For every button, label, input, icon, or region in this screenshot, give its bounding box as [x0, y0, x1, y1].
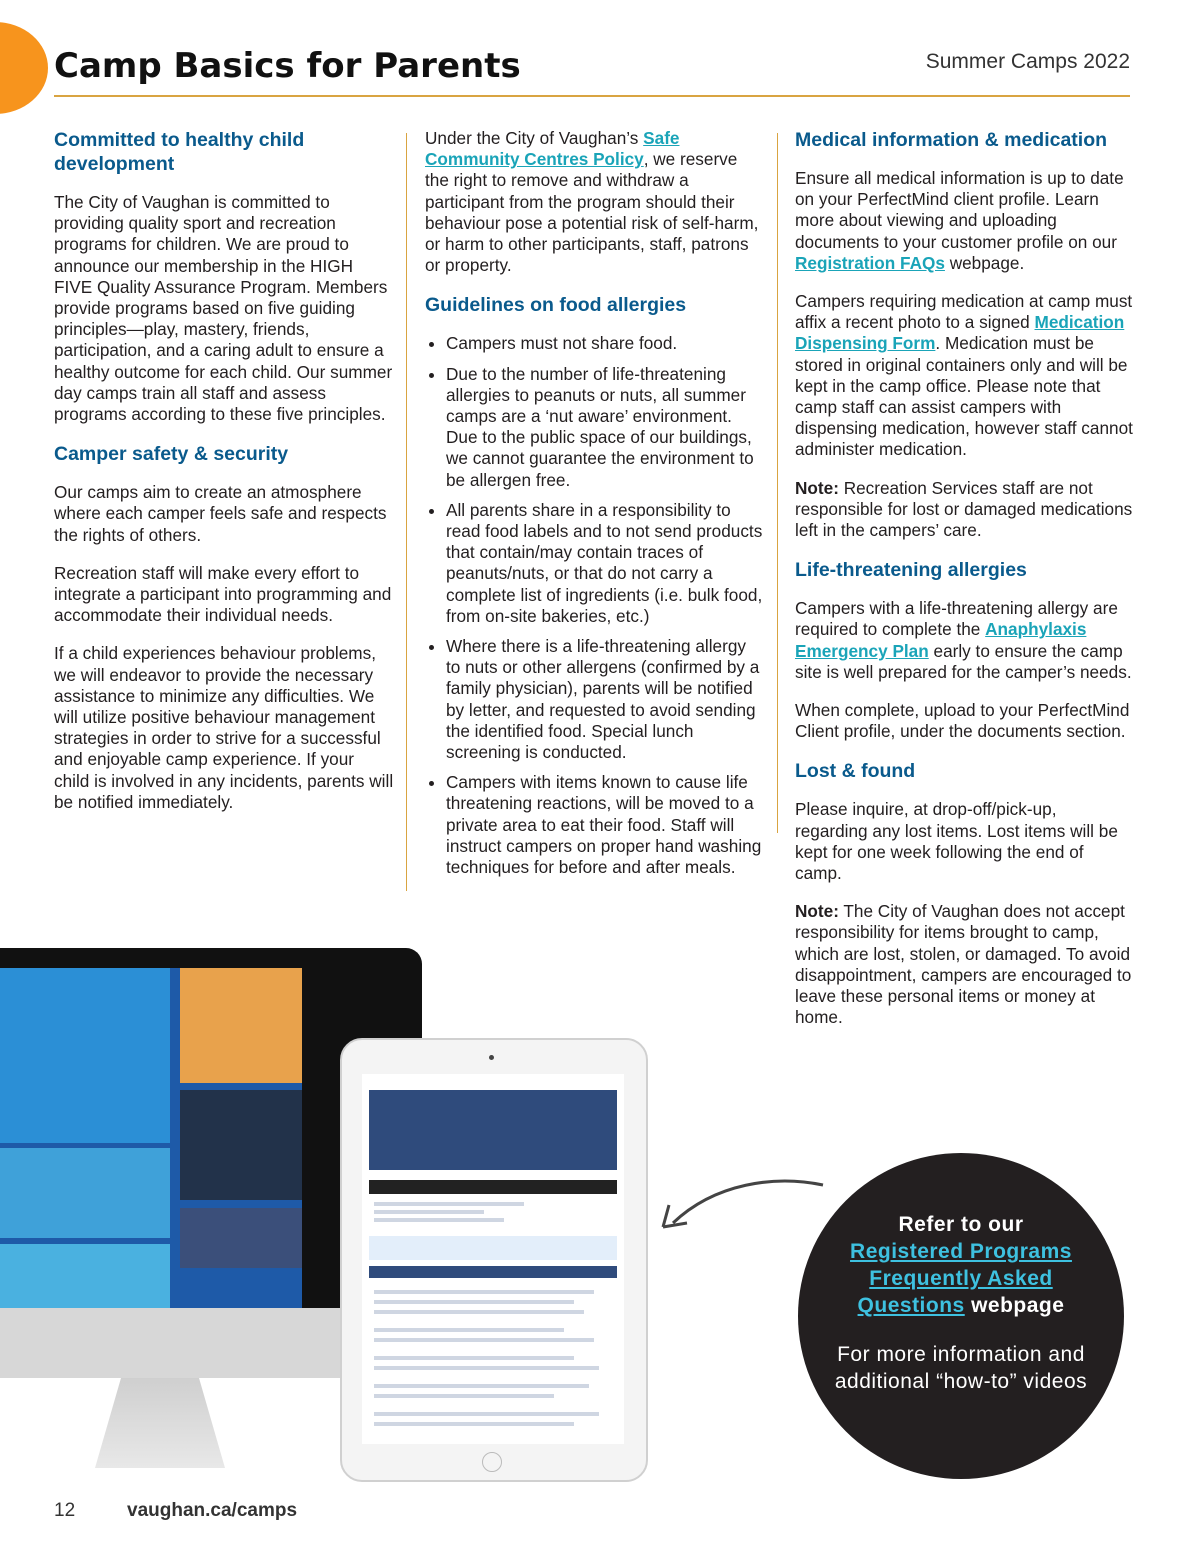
screen-block [180, 1090, 302, 1200]
paragraph-upload: When complete, upload to your PerfectMind Client profile, under the documents section. [795, 700, 1130, 742]
tablet-home-button [482, 1452, 502, 1472]
header-subtitle: Summer Camps 2022 [925, 50, 1130, 73]
screen-line [374, 1412, 599, 1416]
list-item: • Campers must not share food. [446, 333, 765, 354]
screen-bar [369, 1180, 617, 1194]
anaphylaxis-emergency-plan-link[interactable]: Anaphylaxis Emergency Plan [795, 619, 1087, 661]
lost-note-text: The City of Vaughan does not accept responsibility for items brought to camp, which are lost, stolen, or damaged. To avoid disappointment, campers are encouraged to leave these personal items or money at home. [795, 901, 1132, 1028]
food-allergy-list [425, 333, 765, 878]
tablet-screen [362, 1074, 624, 1444]
screen-line [374, 1384, 589, 1388]
anaphylaxis-text-post: early to ensure the camp site is well prepared for the camper’s needs. [795, 640, 1132, 682]
column-divider-1 [406, 133, 407, 891]
list-item: • All parents share in a responsibility to read food labels and to not send products that contain/may contain traces of peanuts/nuts, or that do not carry a complete list of ingredients (i.e. bulk food, from on-site bakeries, etc.) [446, 500, 765, 627]
paragraph-medication-note [795, 478, 1133, 542]
medication-note-text: Recreation Services staff are not responsible for lost or damaged medications left in the campers’ care. [795, 477, 1133, 541]
paragraph-medical-info [795, 168, 1133, 274]
page-title: Camp Basics for Parents [54, 46, 521, 86]
screen-line [374, 1338, 594, 1342]
screen-block [0, 968, 170, 1143]
registration-faqs-link[interactable]: Registration FAQs [795, 252, 945, 273]
heading-medical: Medical information & medication [795, 129, 1108, 151]
screen-bar [369, 1266, 617, 1278]
page-number: 12 [54, 1500, 76, 1521]
note-label: Note: [795, 477, 839, 498]
list-item: • Due to the number of life-threatening allergies to peanuts or nuts, all summer camps are a ‘nut aware’ environment. Due to the public space of our buildings, we cannot guarantee the environment to be allergen free. [446, 364, 765, 491]
monitor-screen [0, 968, 302, 1308]
paragraph-policy [425, 128, 765, 276]
registered-programs-faq-link[interactable]: Registered Programs Frequently Asked Questions [850, 1240, 1072, 1317]
heading-food-allergies: Guidelines on food allergies [425, 294, 687, 317]
screen-line [374, 1422, 574, 1426]
screen-line [374, 1290, 594, 1294]
column-2 [425, 128, 765, 894]
column-divider-2 [777, 133, 778, 833]
screen-line [374, 1202, 524, 1206]
screen-block [180, 968, 302, 1083]
paragraph-safety-atmosphere: Our camps aim to create an atmosphere where each camper feels safe and respects the rights of others. [54, 482, 387, 545]
callout-subtext: For more information and additional “how-to” videos [834, 1343, 1088, 1393]
screen-line [374, 1356, 574, 1360]
paragraph-healthy-development: The City of Vaughan is committed to providing quality sport and recreation programs for children. We are proud to announce our membership in the HIGH FIVE Quality Assurance Program. Members provide programs based on five guiding principles—play, mastery, friends, participation, and a caring adult to ensure a healthy outcome for each child. Our summer day camps train all staff and assess programs according to these five principles. [54, 192, 393, 425]
paragraph-medication [795, 291, 1133, 461]
screen-line [374, 1310, 584, 1314]
callout-title [818, 1211, 1104, 1319]
footer [54, 1500, 298, 1522]
heading-lost-found: Lost & found [795, 760, 916, 783]
column-3 [795, 128, 1133, 1046]
policy-text-post: , we reserve the right to remove and withdraw a participant from the program should their behaviour pose a potential risk of self-harm, or harm to other participants, staff, patrons or property. [425, 149, 759, 276]
paragraph-staff-integration: Recreation staff will make every effort to integrate a participant into programming and accommodate their individual needs. [54, 562, 392, 626]
screen-line [374, 1218, 504, 1222]
screen-block [369, 1236, 617, 1260]
tablet-camera [489, 1055, 494, 1060]
paragraph-anaphylaxis [795, 598, 1133, 683]
heading-healthy-development: Committed to healthy child development [54, 129, 305, 175]
list-item: • Where there is a life-threatening allergy to nuts or other allergens (confirmed by a family physician), parents will be notified by letter, and requested to avoid sending the identified food. Special lunch screening is conducted. [446, 636, 765, 763]
screen-block [0, 1148, 170, 1238]
screen-banner [369, 1090, 617, 1170]
tablet-illustration [340, 1038, 648, 1482]
screen-line [374, 1366, 599, 1370]
faq-callout [798, 1153, 1124, 1479]
note-label: Note: [795, 901, 839, 922]
list-item: • Campers with items known to cause life threatening reactions, will be moved to a private area to eat their food. Staff will instruct campers on proper hand washing techniques for before and after meals. [446, 772, 765, 878]
callout-post: webpage [964, 1294, 1065, 1317]
screen-line [374, 1328, 564, 1332]
callout-pre: Refer to our [898, 1213, 1024, 1236]
medication-dispensing-form-link[interactable]: Medication Dispensing Form [795, 312, 1125, 354]
paragraph-lost-note [795, 901, 1133, 1028]
header-rule [54, 95, 1130, 97]
medication-text-post: . Medication must be stored in original containers only and will be kept in the camp office. Please note that camp staff can assist campers with dispensing medication, however staff cannot administer medication. [795, 333, 1133, 460]
anaphylaxis-text-pre: Campers with a life-threatening allergy are required to complete the [795, 598, 1118, 640]
column-1 [54, 128, 394, 830]
medical-text-post: webpage. [944, 252, 1025, 273]
orange-tab-decoration [0, 22, 48, 114]
screen-block [180, 1208, 302, 1268]
monitor-stand [95, 1378, 225, 1468]
footer-url: vaughan.ca/camps [127, 1500, 298, 1521]
medical-text-pre: Ensure all medical information is up to date on your PerfectMind client profile. Learn more about viewing and uploading documents to your customer profile on our [795, 168, 1124, 252]
paragraph-behaviour: If a child experiences behaviour problems, we will endeavor to provide the necessary assistance to minimize any difficulties. We will utilize positive behaviour management strategies in order to strive for a successful and enjoyable camp experience. If your child is involved in any incidents, parents will be notified immediately. [54, 643, 394, 812]
screen-line [374, 1210, 484, 1214]
safe-community-centres-policy-link[interactable]: Safe Community Centres Policy [425, 128, 680, 170]
screen-line [374, 1300, 574, 1304]
medication-text-pre: Campers requiring medication at camp must affix a recent photo to a signed [795, 291, 1133, 333]
policy-text-pre: Under the City of Vaughan’s [425, 128, 644, 148]
screen-block [0, 1244, 170, 1308]
paragraph-lost-items: Please inquire, at drop-off/pick-up, regarding any lost items. Lost items will be kept for one week following the end of camp. [795, 799, 1118, 884]
heading-life-threatening-allergies: Life-threatening allergies [795, 559, 1027, 582]
heading-camper-safety: Camper safety & security [54, 443, 289, 466]
screen-line [374, 1394, 554, 1398]
curved-arrow-icon [655, 1175, 830, 1255]
